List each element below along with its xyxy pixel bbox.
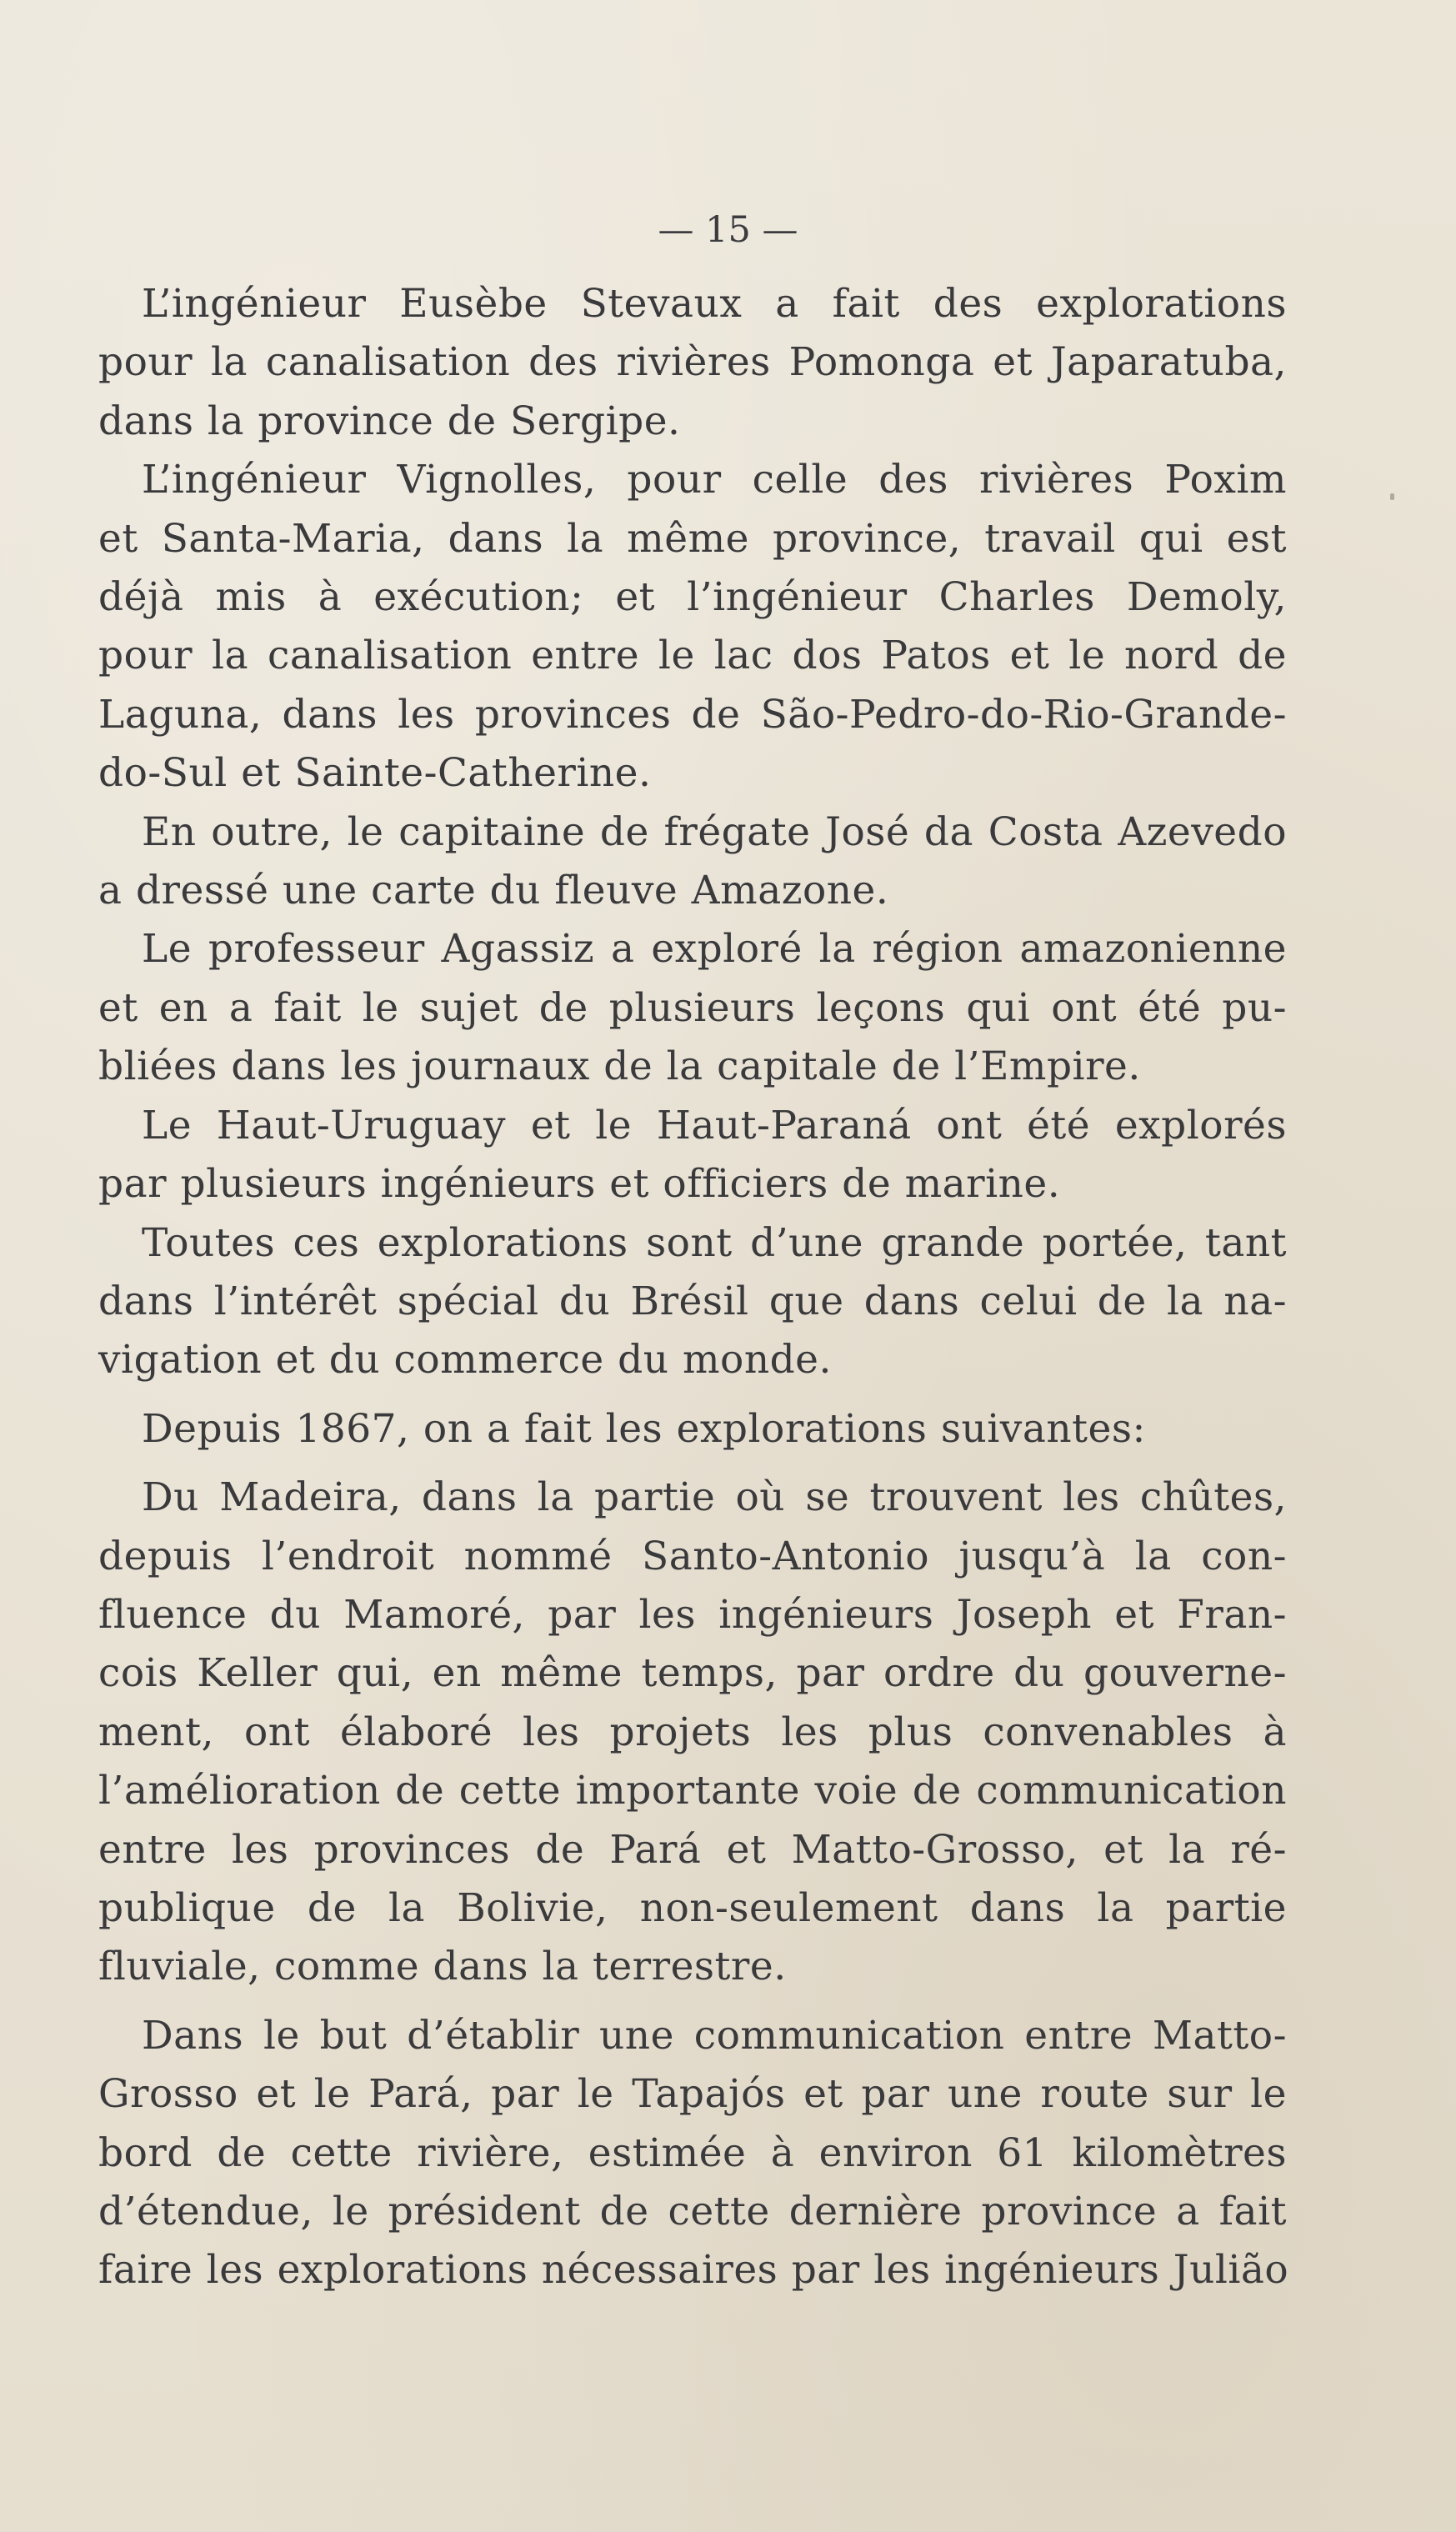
text-line: l’amélioration de cette importante voie de communication	[98, 1768, 1287, 1814]
text-line: entre les provinces de Pará et Matto-Grosso, et la ré-	[98, 1826, 1287, 1873]
text-line: d’étendue, le président de cette dernière province a fait	[98, 2189, 1287, 2234]
text-line: pour la canalisation entre le lac dos Patos et le nord de	[98, 633, 1287, 679]
text-line: a dressé une carte du fleuve Amazone.	[98, 868, 889, 914]
text-line: Laguna, dans les provinces de São-Pedro-do-Rio-Grande-	[98, 691, 1287, 738]
page-number: — 15 —	[658, 209, 798, 251]
paragraph	[98, 451, 1287, 803]
paragraph	[98, 275, 1287, 451]
text-line: do-Sul et Sainte-Catherine.	[98, 750, 652, 797]
text-line: bord de cette rivière, estimée à environ 61 kilomètres	[98, 2129, 1287, 2176]
text-line: par plusieurs ingénieurs et officiers de marine.	[98, 1161, 1061, 1208]
paragraph	[98, 2007, 1287, 2300]
text-line: cois Keller qui, en même temps, par ordre du gouverne-	[98, 1650, 1287, 1697]
paragraph	[98, 803, 1287, 921]
text-line: Du Madeira, dans la partie où se trouvent les chûtes,	[142, 1474, 1287, 1521]
paragraph	[98, 1400, 1287, 1459]
text-line: pour la canalisation des rivières Pomonga et Japaratuba,	[98, 339, 1287, 386]
text-line: En outre, le capitaine de frégate José da Costa Azevedo	[142, 808, 1287, 855]
text-line: bliées dans les journaux de la capitale de l’Empire.	[98, 1043, 1141, 1090]
text-line: L’ingénieur Eusèbe Stevaux a fait des explorations	[142, 281, 1287, 327]
text-line: fluence du Mamoré, par les ingénieurs Joseph et Fran-	[98, 1591, 1287, 1638]
text-line: dans l’intérêt spécial du Brésil que dans celui de la na-	[98, 1278, 1287, 1324]
text-line: vigation et du commerce du monde.	[98, 1337, 832, 1384]
text-line: Dans le but d’établir une communication entre Matto-	[142, 2012, 1287, 2059]
text-line: depuis l’endroit nommé Santo-Antonio jusqu’à la con-	[98, 1533, 1287, 1579]
text-line: L’ingénieur Vignolles, pour celle des rivières Poxim	[142, 457, 1287, 503]
text-line: fluviale, comme dans la terrestre.	[98, 1944, 787, 1990]
text-line: faire les explorations nécessaires par les ingénieurs Julião	[98, 2247, 1289, 2294]
text-line: Grosso et le Pará, par le Tapajós et par une route sur le	[98, 2071, 1287, 2118]
paragraph	[98, 1097, 1287, 1214]
text-line: Le Haut-Uruguay et le Haut-Paraná ont été explorés	[142, 1102, 1287, 1148]
text-line: publique de la Bolivie, non-seulement dans la partie	[98, 1884, 1287, 1931]
ink-speck	[1390, 493, 1394, 500]
paragraph	[98, 1214, 1287, 1390]
text-line: Le professeur Agassiz a exploré la région amazonienne	[142, 926, 1287, 973]
text-line: Depuis 1867, on a fait les explorations suivantes:	[142, 1405, 1146, 1452]
paragraph	[98, 1469, 1287, 1997]
paragraph	[98, 920, 1287, 1096]
text-line: et Santa-Maria, dans la même province, travail qui est	[98, 515, 1287, 562]
body-text	[98, 275, 1287, 2300]
text-line: déjà mis à exécution; et l’ingénieur Charles Demoly,	[98, 574, 1287, 621]
text-line: et en a fait le sujet de plusieurs leçons qui ont été pu-	[98, 984, 1287, 1031]
text-line: ment, ont élaboré les projets les plus convenables à	[98, 1709, 1287, 1755]
text-line: dans la province de Sergipe.	[98, 398, 681, 444]
text-line: Toutes ces explorations sont d’une grande portée, tant	[142, 1219, 1287, 1266]
